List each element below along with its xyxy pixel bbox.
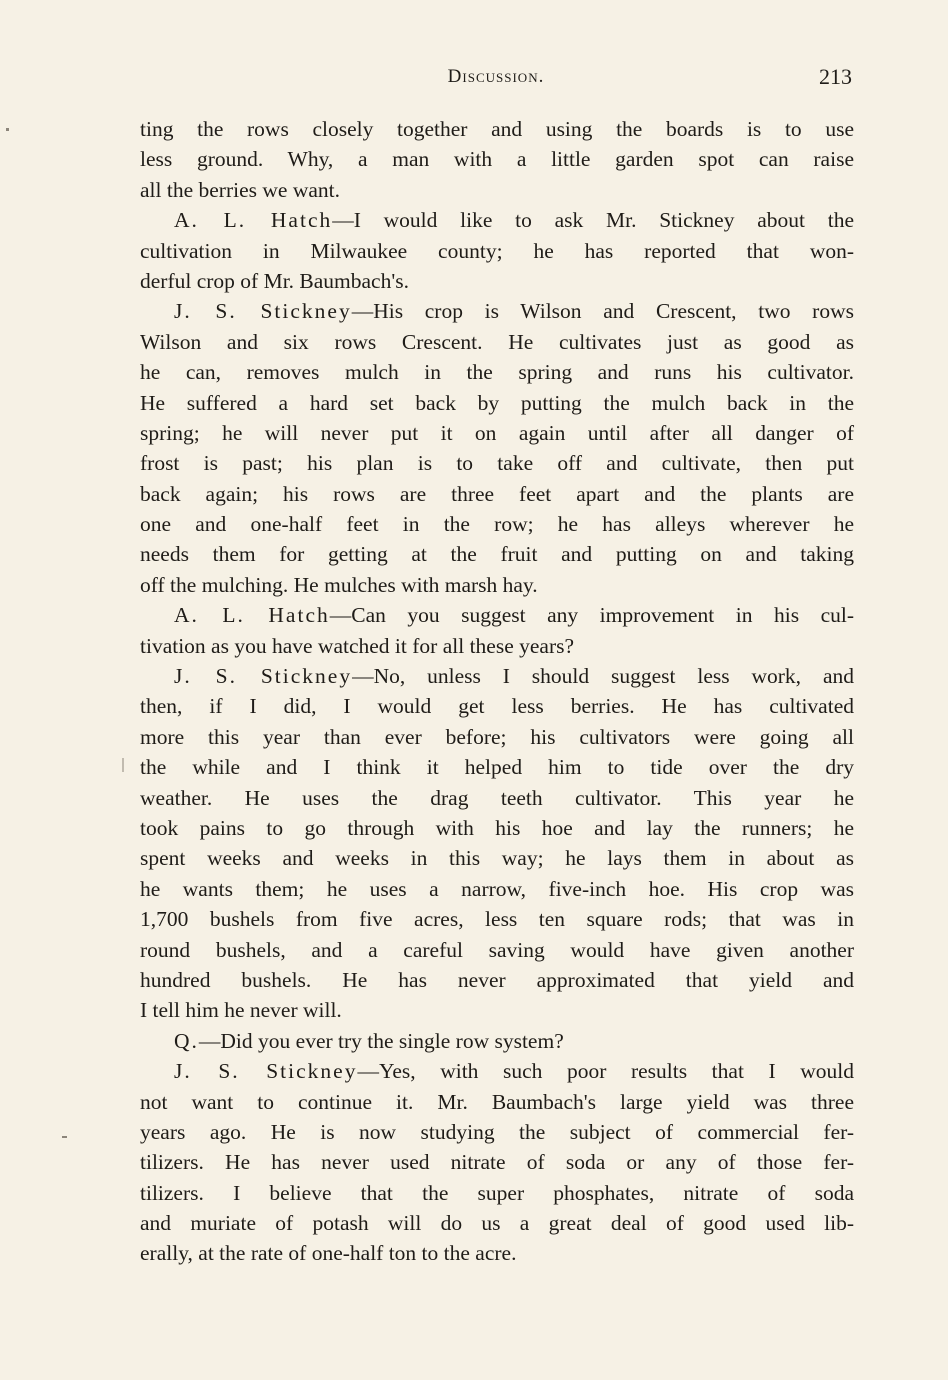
text-line: years ago. He is now studying the subject of commercial fer- [140,1119,854,1144]
text-line: I tell him he never will. [140,998,342,1023]
text-line: frost is past; his plan is to take off and cultivate, then put [140,451,854,476]
body-text [140,114,854,1269]
speaker-name: A. L. Hatch [174,208,333,233]
text-line: one and one-half feet in the row; he has alleys wherever he [140,512,854,537]
paragraph-question [140,1026,854,1056]
text-line [140,1026,854,1056]
scan-speck [122,758,124,772]
text-line: 1,700 bushels from five acres, less ten square rods; that was in [140,907,854,932]
paragraph-stickney-final [140,1056,854,1269]
text-line: ting the rows closely together and using the boards is to use [140,117,854,141]
speaker-name: Q. [174,1028,199,1053]
text-line: then, if I did, I would get less berries. He has cultivated [140,694,854,719]
speaker-name: J. S. Stickney [174,299,352,324]
text-line [140,600,854,630]
paragraph-hatch-question [140,205,854,296]
speaker-name: J. S. Stickney [174,1059,358,1084]
text-line: hundred bushels. He has never approximated that yield and [140,967,854,992]
speech-text: —Yes, with such poor results that I would [357,1059,854,1084]
text-line [140,661,854,691]
speech-text: —His crop is Wilson and Crescent, two rows [351,299,854,324]
paragraph-stickney-answer [140,296,854,600]
running-title: Discussion. [447,66,545,87]
text-line: tilizers. He has never used nitrate of soda or any of those fer- [140,1150,854,1175]
text-line: tivation as you have watched it for all these years? [140,633,575,658]
text-line: all the berries we want. [140,177,340,202]
text-line: spring; he will never put it on again until after all danger of [140,420,854,445]
scan-speck [6,128,9,131]
text-line: he wants them; he uses a narrow, five-inch hoe. His crop was [140,876,854,901]
text-line: he can, removes mulch in the spring and runs his cultivator. [140,360,854,385]
speaker-name: A. L. Hatch [174,603,330,628]
text-line: spent weeks and weeks in this way; he lays them in about as [140,846,854,871]
text-line: round bushels, and a careful saving would have given another [140,937,854,962]
text-line: cultivation in Milwaukee county; he has reported that won- [140,238,854,263]
paragraph-hatch-followup [140,600,854,661]
scan-speck [62,1136,67,1138]
text-line: He suffered a hard set back by putting the mulch back in the [140,390,854,415]
text-line: off the mulching. He mulches with marsh hay. [140,572,538,597]
text-line: derful crop of Mr. Baumbach's. [140,268,409,293]
text-line: more this year than ever before; his cultivators were going all [140,724,854,749]
text-line: and muriate of potash will do us a great deal of good used lib- [140,1211,854,1236]
running-head [140,62,852,92]
speech-text: —No, unless I should suggest less work, and [352,664,854,689]
speech-text: —Can you suggest any improvement in his cul- [329,603,854,628]
text-line: Wilson and six rows Crescent. He cultivates just as good as [140,329,854,354]
text-line: weather. He uses the drag teeth cultivator. This year he [140,785,854,810]
paragraph-continuation [140,114,854,205]
page-number: 213 [819,64,852,89]
speech-text: —I would like to ask Mr. Stickney about the [332,208,854,233]
text-line: less ground. Why, a man with a little garden spot can raise [140,147,854,172]
text-line [140,205,854,235]
text-line [140,1056,854,1086]
speech-text: —Did you ever try the single row system? [198,1028,564,1053]
text-line: tilizers. I believe that the super phosphates, nitrate of soda [140,1180,854,1205]
speaker-name: J. S. Stickney [174,664,353,689]
text-line: erally, at the rate of one-half ton to the acre. [140,1241,517,1266]
text-line: not want to continue it. Mr. Baumbach's large yield was three [140,1089,854,1114]
text-line: back again; his rows are three feet apart and the plants are [140,481,854,506]
text-line: took pains to go through with his hoe and lay the runners; he [140,815,854,840]
text-line: the while and I think it helped him to tide over the dry [140,755,854,780]
paragraph-stickney-reply [140,661,854,1026]
text-line [140,296,854,326]
text-line: needs them for getting at the fruit and putting on and taking [140,542,854,567]
